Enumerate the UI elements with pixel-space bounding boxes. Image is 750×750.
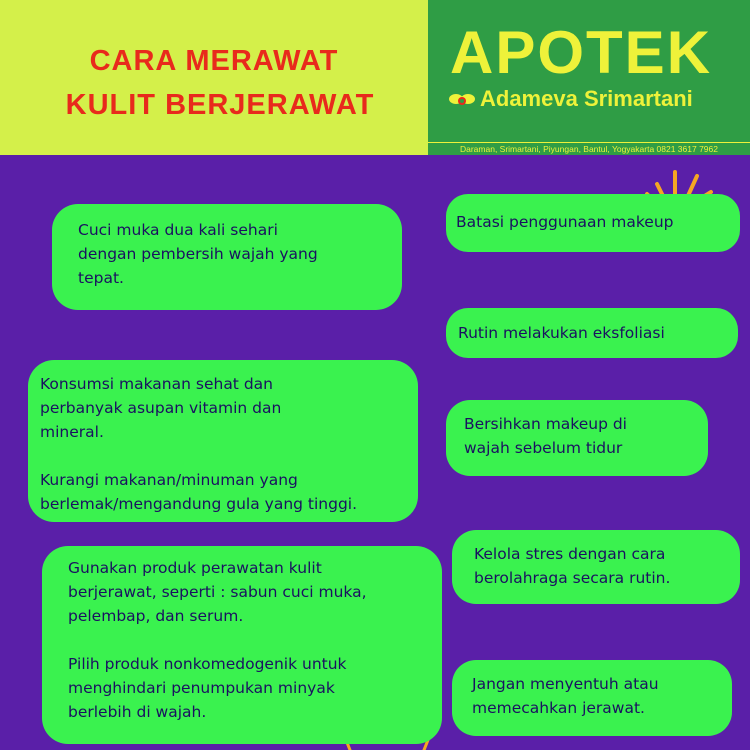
- page-title-line1: CARA MERAWAT: [89, 44, 339, 77]
- address-text: Daraman, Srimartani, Piyungan, Bantul, Yogyakarta 0821 3617 7962: [459, 144, 718, 154]
- tip-text: Kelola stres dengan cara berolahraga secara rutin.: [474, 545, 671, 587]
- tip-text: Konsumsi makanan sehat dan perbanyak asupan vitamin dan mineral.: [40, 375, 282, 441]
- tip-text: Cuci muka dua kali sehari dengan pembersih wajah yang tepat.: [78, 221, 318, 287]
- tip-text: Rutin melakukan eksfoliasi: [458, 324, 665, 342]
- tip-text: Gunakan produk perawatan kulit berjerawat, seperti : sabun cuci muka, pelembap, dan serum.: [68, 559, 367, 625]
- address-bar: [428, 142, 750, 155]
- brand-name: Adameva Srimartani: [480, 86, 693, 111]
- header-title-panel: [0, 0, 428, 155]
- tip-card-left-2: [28, 360, 418, 522]
- tip-card-right-5: [452, 660, 732, 736]
- tip-text: Bersihkan makeup di wajah sebelum tidur: [464, 415, 627, 457]
- tip-card-right-3: [446, 400, 708, 476]
- tip-text-secondary: Pilih produk nonkomedogenik untuk menghindari penumpukan minyak berlebih di wajah.: [68, 655, 347, 721]
- leaf-logo-icon: [448, 89, 476, 109]
- tip-text: Jangan menyentuh atau memecahkan jerawat.: [472, 675, 659, 717]
- brand-title: APOTEK: [450, 19, 713, 86]
- tip-text-secondary: Kurangi makanan/minuman yang berlemak/mengandung gula yang tinggi.: [40, 471, 358, 513]
- tip-card-right-4: [452, 530, 740, 604]
- tip-text: Batasi penggunaan makeup: [456, 213, 674, 231]
- brand-subtitle: [448, 86, 693, 112]
- tip-card-right-2: [446, 308, 738, 358]
- tip-card-left-1: [52, 204, 402, 310]
- tip-card-right-1: [446, 194, 740, 252]
- tip-card-left-3: [42, 546, 442, 744]
- brand-panel: [428, 0, 750, 155]
- page-title-line2: KULIT BERJERAWAT: [65, 88, 375, 121]
